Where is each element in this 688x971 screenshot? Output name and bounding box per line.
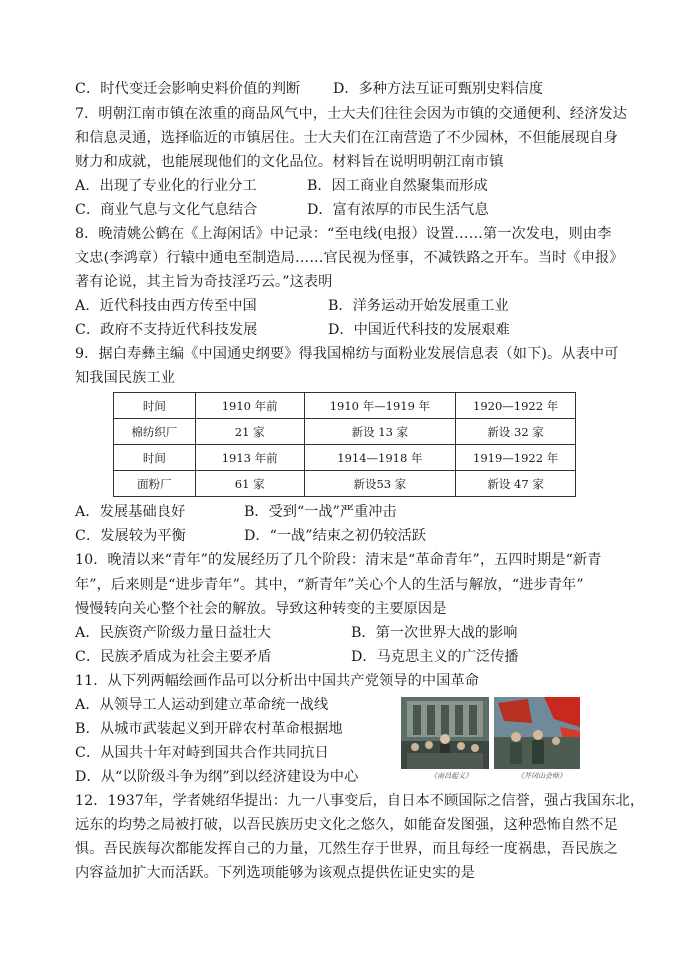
table-cell: 新设 32 家 <box>456 419 576 445</box>
q7-stem-line1: 7．明朝江南市镇在浓重的商品风气中，士大夫们往往会因为市镇的交通便利、经济发达 <box>75 106 628 122</box>
q6-option-d: D．多种方法互证可甄别史料信度 <box>333 81 544 97</box>
q11-stem: 11．从下列两幅绘画作品可以分析出中国共产党领导的中国革命 <box>75 673 480 689</box>
q7-stem-line2: 和信息灵通，选择临近的市镇居住。士大夫们在江南营造了不少园林，不但能展现自身 <box>75 130 618 146</box>
q9-option-a: A．发展基础良好 <box>75 504 186 520</box>
q11-option-d: D．从“以阶级斗争为纲”到以经济建设为中心 <box>75 769 359 785</box>
q7-stem-line3: 财力和成就，也能展现他们的文化品位。材料旨在说明明朝江南市镇 <box>75 154 504 170</box>
table-cell: 1919—1922 年 <box>456 445 576 471</box>
jinggangshan-caption: 《井冈山会师》 <box>517 772 566 780</box>
q7-option-d: D．富有浓厚的市民生活气息 <box>307 202 489 218</box>
q9-stem-line2: 知我国民族工业 <box>75 370 176 386</box>
q8-option-c: C．政府不支持近代科技发展 <box>75 322 258 338</box>
q8-stem-line2: 文忠(李鸿章）行辕中通电至制造局……官民视为怪事，不减铁路之开车。当时《申报》 <box>75 250 624 266</box>
table-cell: 时间 <box>114 445 196 471</box>
q12-stem-line4: 内容益加扩大而活跃。下列选项能够为该观点提供佐证史实的是 <box>75 865 476 881</box>
table-cell: 21 家 <box>195 419 304 445</box>
q9-stem-line1: 9．据白寿彝主编《中国通史纲要》得我国棉纺与面粉业发展信息表（如下)。从表中可 <box>75 346 619 362</box>
q9-option-d: D．“一战”结束之初仍较活跃 <box>244 528 426 544</box>
nanchang-uprising-painting <box>401 697 489 777</box>
q12-stem-line3: 惧。吾民族每次都能发挥自己的力量，兀然生存于世界，而且每经一度祸患，吾民族之 <box>75 841 618 857</box>
q8-option-d: D．中国近代科技的发展艰难 <box>328 322 510 338</box>
table-cell: 1910 年前 <box>195 393 304 419</box>
table-cell: 新设 13 家 <box>304 419 456 445</box>
table-row <box>114 471 576 497</box>
q8-option-b: B．洋务运动开始发展重工业 <box>328 298 509 314</box>
q7-option-b: B．因工商业自然聚集而形成 <box>307 178 488 194</box>
q10-stem-line1: 10．晚清以来“青年”的发展经历了几个阶段：清末是“革命青年”，五四时期是“新青 <box>75 552 602 568</box>
q11-option-c: C．从国共十年对峙到国共合作共同抗日 <box>75 745 329 761</box>
jinggangshan-painting <box>494 697 580 777</box>
table-cell: 1913 年前 <box>195 445 304 471</box>
q9-option-c: C．发展较为平衡 <box>75 528 186 544</box>
table-cell: 新设53 家 <box>304 471 456 497</box>
q8-stem-line1: 8．晚清姚公鹤在《上海闲话》中记录：“至电线(电报）设置……第一次发电，则由李 <box>75 226 612 242</box>
table-cell: 1910 年—1919 年 <box>304 393 456 419</box>
table-cell: 时间 <box>114 393 196 419</box>
q11-option-b: B．从城市武装起义到开辟农村革命根据地 <box>75 721 343 737</box>
q6-option-c: C．时代变迁会影响史料价值的判断 <box>75 81 301 97</box>
q7-option-c: C．商业气息与文化气息结合 <box>75 202 258 218</box>
industry-table <box>113 392 576 497</box>
table-cell: 61 家 <box>195 471 304 497</box>
q10-option-b: B．第一次世界大战的影响 <box>351 625 518 641</box>
q10-stem-line3: 慢慢转向关心整个社会的解放。导致这种转变的主要原因是 <box>75 601 447 617</box>
q9-option-b: B．受到“一战”严重冲击 <box>244 504 397 520</box>
table-row <box>114 445 576 471</box>
q8-option-a: A．近代科技由西方传至中国 <box>75 298 257 314</box>
q10-option-a: A．民族资产阶级力量日益壮大 <box>75 625 272 641</box>
table-cell: 1920—1922 年 <box>456 393 576 419</box>
q10-option-c: C．民族矛盾成为社会主要矛盾 <box>75 649 272 665</box>
q11-option-a: A．从领导工人运动到建立革命统一战线 <box>75 697 329 713</box>
q10-stem-line2: 年”，后来则是“进步青年”。其中，“新青年”关心个人的生活与解放，“进步青年” <box>75 577 584 593</box>
q7-option-a: A．出现了专业化的行业分工 <box>75 178 257 194</box>
table-cell: 面粉厂 <box>114 471 196 497</box>
nanchang-caption: 《南昌起义》 <box>430 772 472 780</box>
q10-option-d: D．马克思主义的广泛传播 <box>351 649 519 665</box>
table-cell: 棉纺织厂 <box>114 419 196 445</box>
q12-stem-line2: 远东的均势之局被打破，以吾民族历史文化之悠久，如能奋发图强，这种恐怖自然不足 <box>75 817 618 833</box>
table-cell: 新设 47 家 <box>456 471 576 497</box>
q12-stem-line1: 12．1937年，学者姚绍华提出：九一八事变后，自日本不顾国际之信誉，强占我国东北， <box>75 793 645 809</box>
table-cell: 1914—1918 年 <box>304 445 456 471</box>
table-row <box>114 393 576 419</box>
q8-stem-line3: 著有论说，其主旨为奇技淫巧云。”这表明 <box>75 274 333 290</box>
table-row <box>114 419 576 445</box>
